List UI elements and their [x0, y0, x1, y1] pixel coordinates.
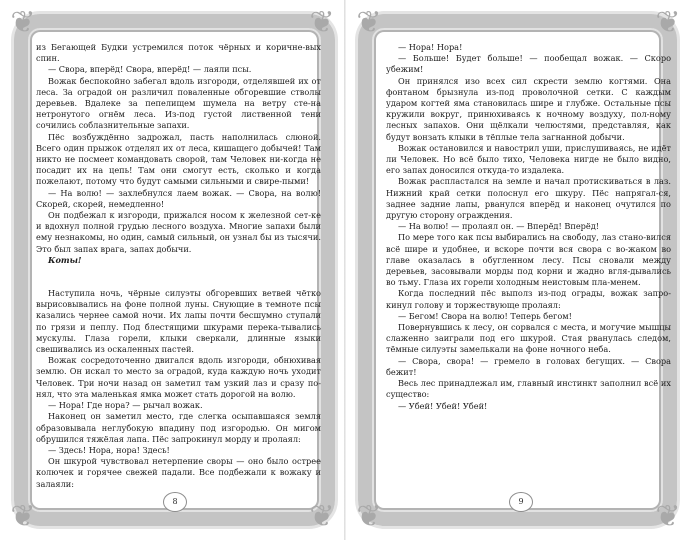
paragraph: — На волю! — захлебнулся лаем вожак. — Свора, на волю! Скорей, скорей, немедленно! [36, 187, 321, 209]
paragraph: По мере того как псы выбирались на свободу, лаз стано-вился всё шире и удобнее, и вскоре почти вся свора с во-жаком во главе оказалась в обугленном лесу. Псы сновали между деревьев, засовывали морды под корни и жадно вгля-дывались во тьму. Глаза их горели холодным неистовым пла-менем. [386, 232, 671, 288]
paragraph: Он подбежал к изгороди, прижался носом к железной сет-ке и вдохнул полной грудью лесного воздуха. Многие запахи были ему незнакомы, но один, самый сильный, он узнал бы из тысячи. Это был запах врага, запах добычи. [36, 210, 321, 254]
paragraph: — Больше! Будет больше! — пообещал вожак. — Скоро убежим! [386, 53, 671, 75]
page-number: 9 [509, 492, 533, 512]
right-text-block [386, 42, 671, 412]
paragraph: Он шкурой чувствовал нетерпение своры — оно было острее колючек и горячее свежей падали. Все подбежали к вожаку и залаяли: [36, 456, 321, 489]
paragraph: — На волю! — пролаял он. — Вперёд! Вперёд! [398, 221, 600, 232]
flourish-icon: ❦ [655, 499, 681, 534]
page-number: 8 [163, 492, 187, 512]
paragraph: Вожак распластался на земле и начал протискиваться в лаз. Нижний край сетки полоснул его шкуру. Пёс напрягал-ся, заднее задние лапы, рванулся вперёд и наконец очутился по другую сторону ограждения. [386, 176, 671, 221]
flourish-icon: ❦ [309, 499, 335, 534]
paragraph: — Нора! Нора! [398, 42, 463, 52]
section-break [36, 266, 321, 288]
left-page-text [36, 42, 321, 490]
left-page [0, 0, 345, 540]
paragraph: Он принялся изо всех сил скрести землю когтями. Она фонтаном брызнула из-под проволочной сетки. С каждым ударом когтей яма становилась шире и глубже. Остальные псы кружили вокруг, принюхиваясь к ночному воздуху, пол-ному лесных запахов. Они щёлкали челюстями, представляя, как будут вонзать клыки в тёплые тела загнанной добычи. [386, 75, 671, 142]
paragraph: Вожак остановился и навострил уши, прислушиваясь, не идёт ли Человек. Но всё было тихо, Человека нигде не было видно, его запах доносился откуда-то издалека. [386, 142, 671, 176]
right-page [346, 0, 691, 540]
paragraph: — Свора, вперёд! Свора, вперёд! — лаяли псы. [48, 64, 252, 75]
paragraph: Вожак сосредоточенно двигался вдоль изгороди, обнюхивая землю. Он искал то место за оградой, куда каждую ночь уходит Человек. Три ночи назад он заметил там узкий лаз и сразу по-нял, что эта маленькая ямка может стать дорогой на волю. [36, 355, 321, 399]
paragraph: — Свора, свора! — гремело в головах бегущих. — Свора бежит! [386, 355, 671, 377]
flourish-icon: ❦ [356, 499, 382, 534]
paragraph: Когда последний пёс выполз из-под ограды, вожак запро-кинул голову и торжествующе пролаял: [386, 288, 671, 310]
flourish-icon: ❦ [10, 499, 36, 534]
paragraph: Повернувшись к лесу, он сорвался с места, и могучие мышцы слаженно заиграли под его шкурой. Стая рванулась следом, тёмные силуэты замелькали на фоне ночного неба. [386, 322, 671, 355]
left-text-block-bottom [36, 288, 321, 490]
paragraph: Весь лес принадлежал им, главный инстинкт заполнил всё их существо: [386, 378, 671, 400]
paragraph: Наконец он заметил место, где слегка осыпавшаяся земля образовывала неглубокую впадину под изгородью. Он мигом обрушился тяжёлая лапа. Пёс запрокинул морду и пролаял: [36, 411, 321, 444]
flourish-icon: ❦ [10, 5, 36, 40]
paragraph: из Бегающей Будки устремился поток чёрных и коричне-вых спин. [36, 42, 321, 64]
paragraph: Пёс возбуждённо задрожал, пасть наполнилась слюной. Всего один прыжок отделял их от леса, кишащего добычей! Там никто не посмеет командовать сворой, там Человек ни-когда не посадит их на цепь! Там они смогут есть, сколько и когда пожелают, потому что будут самыми сильными и свире-пыми! [36, 131, 321, 187]
paragraph: Наступила ночь, чёрные силуэты обгоревших ветвей чётко вырисовывались на фоне полной луны. Снующие в темноте псы казались чернее самой ночи. Их лапы почти бесшумно ступали по грязи и пеплу. Под блестящими шкурами перека-тывались мускулы. Глаза горели, клыки сверкали, длинные языки свешивались из оскаленных пастей. [36, 288, 321, 355]
flourish-icon: ❦ [356, 5, 382, 40]
paragraph: Вожак беспокойно забегал вдоль изгороди, отделявшей их от леса. За оградой он различил поваленные обгоревшие стволы деревьев. Вдалеке за пепелищем шумела на ветру сте-на нетронутого огнём леса. Из-под густой лиственной тени сочились соблазнительные запахи. [36, 75, 321, 131]
paragraph: — Бегом! Свора на волю! Теперь бегом! [398, 310, 572, 321]
paragraph: — Убей! Убей! Убей! [398, 400, 488, 411]
paragraph: — Нора! Где нора? — рычал вожак. [48, 400, 203, 411]
paragraph: — Здесь! Нора, нора! Здесь! [48, 444, 170, 455]
paragraph: Коты! [48, 254, 82, 265]
right-page-text [386, 42, 671, 412]
left-text-block-top [36, 42, 321, 266]
flourish-icon: ❦ [309, 5, 335, 40]
flourish-icon: ❦ [655, 5, 681, 40]
